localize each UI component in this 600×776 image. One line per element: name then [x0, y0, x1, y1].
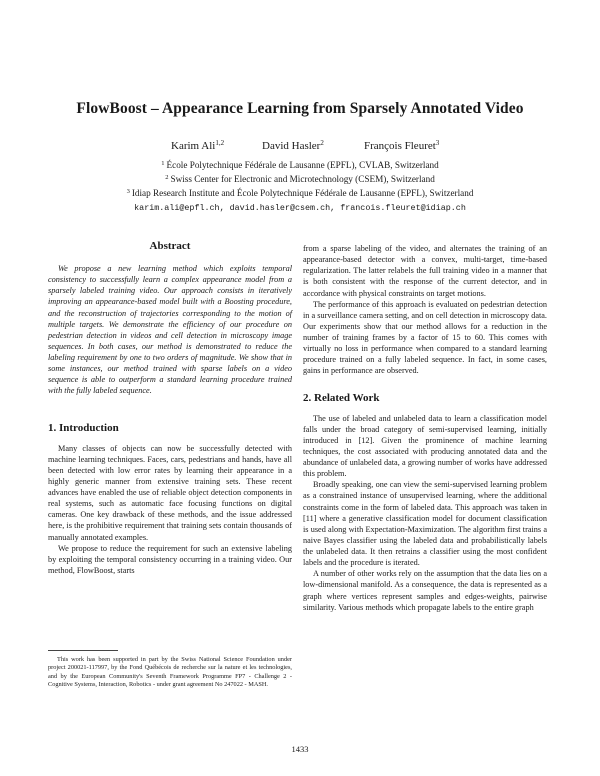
affiliation-mark: 1	[161, 159, 165, 167]
author-name: David Hasler	[262, 140, 321, 152]
abstract-heading: Abstract	[149, 240, 191, 252]
abstract-text: We propose a new learning method which exploits temporal consistency to successfully learn a complex appearance model from a sparsely labeled training video. Our approach consists in iteratively improving an appearance-based model built with a Boosting procedure, and the reconstruction of trajectories corresponding to the motion of multiple targets. We demonstrate the efficiency of our procedure on pedestrian detection in videos and cell detection in microscopy image sequences. In both cases, our method is demonstrated to reduce the labeling requirement by one to two orders of magnitude. We show that in some instances, our method trained with sparse labels on a video sequence is able to outperform a standard learning procedure trained with the fully labeled sequence.	[48, 264, 292, 396]
author-name: François Fleuret	[364, 140, 436, 152]
introduction-paragraph-3: The performance of this approach is evaluated on pedestrian detection in a surveillance camera setting, and on cell detection in microscopy data. Our experiments show that our method allows for a reduction in the number of training frames by a factor of 15 to 60. This comes with virtually no loss in performance when compared to a standard learning procedure trained on a fully labeled sequence. In fact, in some cases, gains in performance are observed.	[303, 299, 547, 376]
author-2	[262, 140, 324, 152]
footnote-divider	[48, 650, 118, 651]
introduction-paragraph-2: We propose to reduce the requirement for such an extensive labeling by exploiting the temporal consistency occurring in a training video. Our method, FlowBoost, starts	[48, 543, 292, 575]
author-affil-mark: 3	[435, 139, 440, 147]
right-column	[303, 243, 547, 613]
affiliation-text: Idiap Research Institute and École Polytechnique Fédérale de Lausanne (EPFL), Switzerland	[131, 188, 474, 198]
related-work-paragraph-3: A number of other works rely on the assumption that the data lies on a low-dimensional manifold. As a consequence, the data is represented as a graph where vertices represent samples and edges-weights, pairwise similarity. Various methods which propagate labels to the entire graph	[303, 569, 547, 612]
page-number: 1433	[291, 744, 309, 754]
author-1	[171, 140, 224, 152]
introduction-paragraph-1: Many classes of objects can now be successfully detected with machine learning techniques. Faces, cars, pedestrians and hands, have all been detected with low error rates by learning their appearance in a highly generic manner from extensive training sets. These recent advances have enabled the use of reliable object detection components in real systems, such as automatic face focusing functions on digital cameras. One key drawback of these methods, and the issue addressed here, is the prohibitive requirement that training sets contain thousands of manually annotated examples.	[48, 443, 292, 542]
paper-title: FlowBoost – Appearance Learning from Sparsely Annotated Video	[76, 100, 524, 117]
affiliation-3	[0, 188, 600, 198]
related-work-paragraph-1: The use of labeled and unlabeled data to learn a classification model falls under the broad category of semi-supervised learning, initially introduced in [12]. Given the prominence of machine learning techniques, the cost associated with producing annotated data and the abundance of unlabeled data, a growing number of works have addressed this problem.	[303, 413, 547, 479]
author-affil-mark: 2	[320, 139, 324, 147]
affiliation-2	[0, 174, 600, 184]
funding-footnote: This work has been supported in part by the Swiss National Science Foundation under project 200021-117997, by the Fond Québécois de recherche sur la nature et les technologies, and by the European Community's Seventh Framework Programme FP7 - Challenge 2 - Cognitive Systems, Interaction, Robotics - under grant agreement No 247022 - MASH.	[48, 656, 292, 689]
author-list	[0, 140, 600, 156]
related-work-heading: 2. Related Work	[303, 391, 380, 404]
author-affil-mark: 1,2	[215, 139, 225, 147]
affiliation-text: École Polytechnique Fédérale de Lausanne (EPFL), CVLAB, Switzerland	[166, 160, 439, 170]
related-work-paragraph-2: Broadly speaking, one can view the semi-supervised learning problem as a constrained instance of unsupervised learning, where the additional constraints come in the form of labeled data. This approach was taken in [11] where a generative classification model for document classification is used along with Expectation-Maximization. The algorithm first trains a naive Bayes classifier using the labeled data and probabilistically labels the unlabeled data. It then retrains a classifier using the most confident labels and the procedure is iterated.	[303, 480, 547, 568]
affiliation-mark: 3	[126, 187, 130, 195]
introduction-paragraph-2-continued: from a sparse labeling of the video, and alternates the training of an appearance-based detector with a convex, multi-target, time-based regularization. The latter relabels the full training video in a manner that is both consistent with the response of the current detector, and in accordance with physical constraints on target motions.	[303, 244, 547, 298]
affiliation-text: Swiss Center for Electronic and Microtechnology (CSEM), Switzerland	[170, 174, 435, 184]
affiliation-1	[0, 160, 600, 170]
left-column	[48, 239, 292, 576]
author-name: Karim Ali	[171, 140, 216, 152]
introduction-heading: 1. Introduction	[48, 421, 119, 434]
author-3	[364, 140, 439, 152]
author-emails: karim.ali@epfl.ch, david.hasler@csem.ch, francois.fleuret@idiap.ch	[134, 203, 466, 213]
affiliation-mark: 2	[165, 173, 169, 181]
